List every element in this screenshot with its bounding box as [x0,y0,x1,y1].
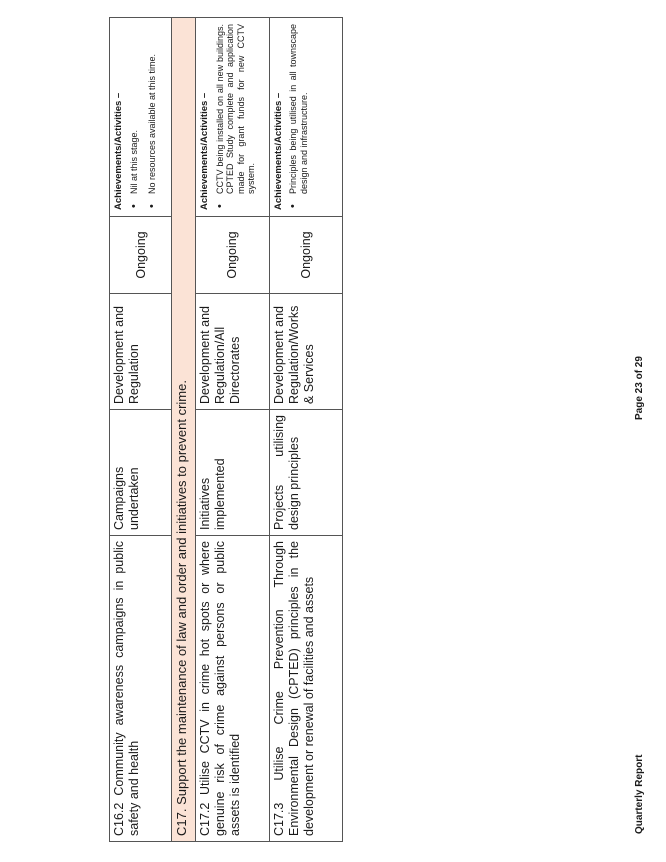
section-heading-row [172,18,196,842]
achievements-list [288,24,309,210]
achievements-cell [196,18,270,217]
objective-cell: C17.3 Utilise Crime Prevention Through Environmental Design (CPTED) principles in the development or renewal of facilities and assets [269,536,342,842]
indicator-cell: Campaigns undertaken [110,410,172,536]
section-heading: C17. Support the maintenance of law and order and initiatives to prevent crime. [172,18,196,842]
table-row-c16-2 [110,18,172,842]
indicator-cell: Projects utilising design principles [269,410,342,536]
list-item: • Principles being utilised in all townscape design and infrastructure. [288,24,309,210]
table-row-c17-3 [269,18,342,842]
achievements-title: Achievements/Activities – [113,92,124,210]
list-item: • Nil at this stage. [129,24,140,210]
achievements-title: Achievements/Activities – [199,92,210,210]
timeframe-cell: Ongoing [110,217,172,294]
footer-page-number: Page 23 of 29 [634,356,645,420]
objective-cell: C17.2 Utilise CCTV in crime hot spots or where genuine risk of crime against persons or public assets is identified [196,536,270,842]
action-plan-table [109,17,343,842]
responsible-cell: Development and Regulation/Works & Services [269,294,342,410]
achievements-list [215,24,257,210]
achievements-title: Achievements/Activities – [272,92,284,210]
timeframe-cell: Ongoing [269,217,342,294]
achievements-cell [269,18,342,217]
responsible-cell: Development and Regulation [110,294,172,410]
achievements-cell [110,18,172,217]
footer-report-title: Quarterly Report [634,754,645,834]
achievements-list [129,24,158,210]
indicator-cell: Initiatives implemented [196,410,270,536]
timeframe-cell: Ongoing [196,217,270,294]
table-row-c17-2 [196,18,270,842]
list-item: • CCTV being installed on all new buildings. CPTED Study complete and application made for grant funds for new CCTV system. [215,24,257,210]
objective-cell: C16.2 Community awareness campaigns in public safety and health [110,536,172,842]
list-item: • No resources available at this time. [147,24,158,210]
responsible-cell: Development and Regulation/All Directorates [196,294,270,410]
